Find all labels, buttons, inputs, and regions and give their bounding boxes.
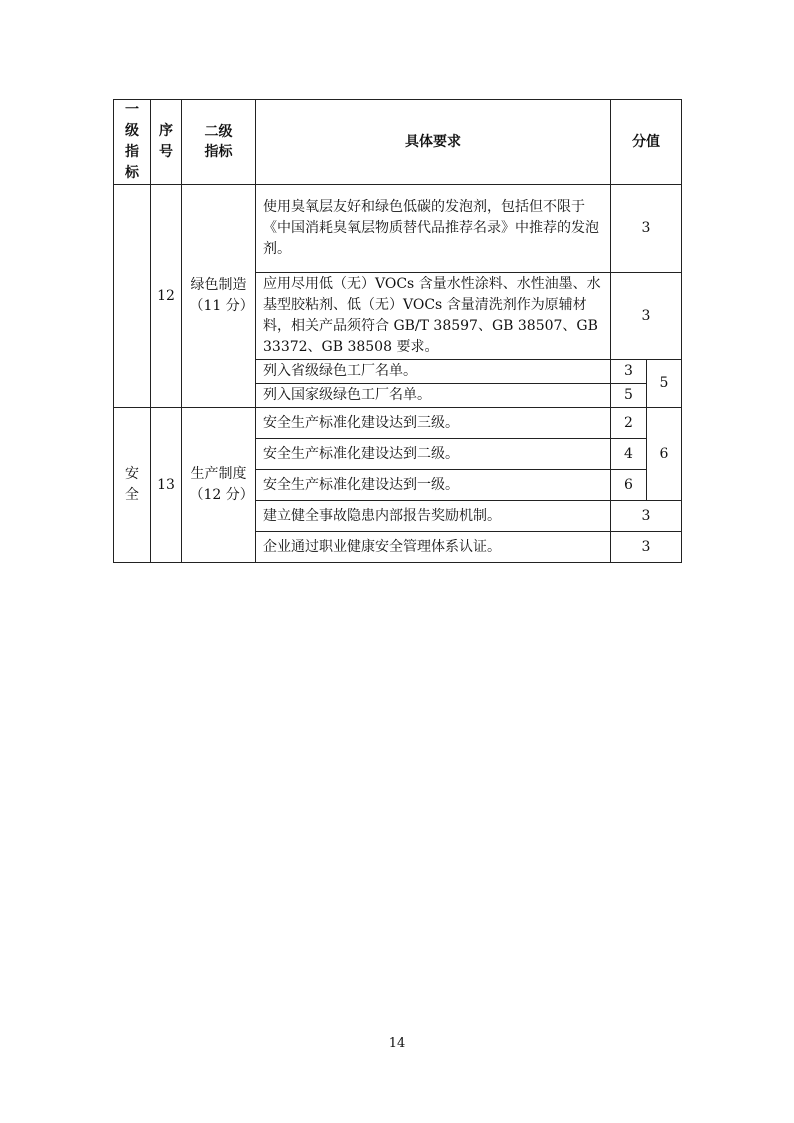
requirement-cell: 列入国家级绿色工厂名单。 xyxy=(256,384,611,408)
score-cell: 4 xyxy=(611,439,647,470)
header-row xyxy=(114,100,682,185)
requirement-cell: 应用尽用低（无）VOCs 含量水性涂料、水性油墨、水基型胶粘剂、低（无）VOCs 含量清洗剂作为原辅材料，相关产品须符合 GB/T 38597、GB 38507、GB 33372、GB 38508 要求。 xyxy=(256,273,611,360)
score-cell: 5 xyxy=(611,384,647,408)
score-cell: 3 xyxy=(611,532,682,563)
score-cell: 3 xyxy=(611,185,682,273)
table-row xyxy=(114,408,682,439)
indicator-table xyxy=(113,99,682,563)
header-requirement: 具体要求 xyxy=(256,100,611,185)
requirement-cell: 安全生产标准化建设达到三级。 xyxy=(256,408,611,439)
score-cell: 3 xyxy=(611,501,682,532)
score-cell: 6 xyxy=(611,470,647,501)
header-level2: 二级指标 xyxy=(182,100,256,185)
score-cell: 3 xyxy=(611,360,647,384)
seq-cell: 12 xyxy=(151,185,182,408)
requirement-cell: 建立健全事故隐患内部报告奖励机制。 xyxy=(256,501,611,532)
score-cell: 2 xyxy=(611,408,647,439)
table-row xyxy=(114,185,682,273)
header-seq: 序号 xyxy=(151,100,182,185)
subtotal-cell: 6 xyxy=(647,408,682,501)
level2-cell: 绿色制造（11 分） xyxy=(182,185,256,408)
requirement-cell: 安全生产标准化建设达到二级。 xyxy=(256,439,611,470)
subtotal-cell: 5 xyxy=(647,360,682,408)
header-level1: 一级指标 xyxy=(114,100,151,185)
requirement-cell: 列入省级绿色工厂名单。 xyxy=(256,360,611,384)
page-number: 14 xyxy=(388,1036,406,1051)
level1-cell: 安全 xyxy=(114,408,151,563)
requirement-cell: 使用臭氧层友好和绿色低碳的发泡剂，包括但不限于《中国消耗臭氧层物质替代品推荐名录》中推荐的发泡剂。 xyxy=(256,185,611,273)
level1-cell xyxy=(114,185,151,408)
level2-cell: 生产制度（12 分） xyxy=(182,408,256,563)
requirement-cell: 企业通过职业健康安全管理体系认证。 xyxy=(256,532,611,563)
header-score: 分值 xyxy=(611,100,682,185)
seq-cell: 13 xyxy=(151,408,182,563)
requirement-cell: 安全生产标准化建设达到一级。 xyxy=(256,470,611,501)
score-cell: 3 xyxy=(611,273,682,360)
